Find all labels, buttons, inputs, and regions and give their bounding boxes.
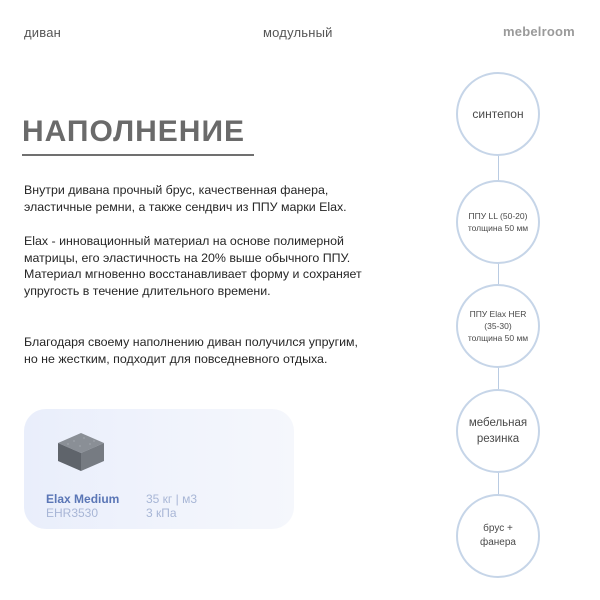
header-type: модульный — [263, 25, 333, 40]
layer-label: мебельная резинка — [468, 417, 528, 445]
header-category: диван — [24, 25, 62, 40]
layer-circle-sintepon — [456, 72, 540, 156]
layer-circle-rubber-belt — [456, 389, 540, 473]
product-card — [24, 409, 294, 529]
description-paragraph-2: Elax - инновационный материал на основе полимерной матрицы, его эластичность на 20% выше обычного ППУ. Материал мгновенно восстанавливает форму и сохраняет упругость в течение длительного времени. — [24, 234, 362, 298]
layer-circle-ppu-elax — [456, 284, 540, 368]
layer-label: ППУ LL (50-20) толщина 50 мм — [467, 211, 529, 233]
layer-circle-timber-plywood — [456, 494, 540, 578]
description-paragraph-3: Благодаря своему наполнению диван получился упругим, но не жестким, подходит для повседневного отдыха. — [24, 335, 358, 366]
product-density: 35 кг | м3 — [146, 492, 198, 506]
product-pressure: 3 кПа — [146, 506, 177, 520]
layer-label: синтепон — [472, 107, 524, 121]
layer-label: брус + фанера — [480, 523, 516, 548]
section-title: НАПОЛНЕНИЕ — [22, 115, 246, 148]
description-paragraph-1: Внутри дивана прочный брус, качественная фанера, эластичные ремни, а также сендвич из ППУ марки Elax. — [24, 183, 347, 214]
product-code: EHR3530 — [46, 506, 99, 520]
product-name: Elax Medium — [46, 492, 120, 506]
brand-logo: mebelroom — [503, 24, 575, 39]
layer-circle-ppu-ll — [456, 180, 540, 264]
layer-label: ППУ Elax HER (35-30) толщина 50 мм — [467, 309, 529, 343]
title-underline — [22, 154, 254, 156]
foam-cube-icon — [54, 429, 108, 475]
